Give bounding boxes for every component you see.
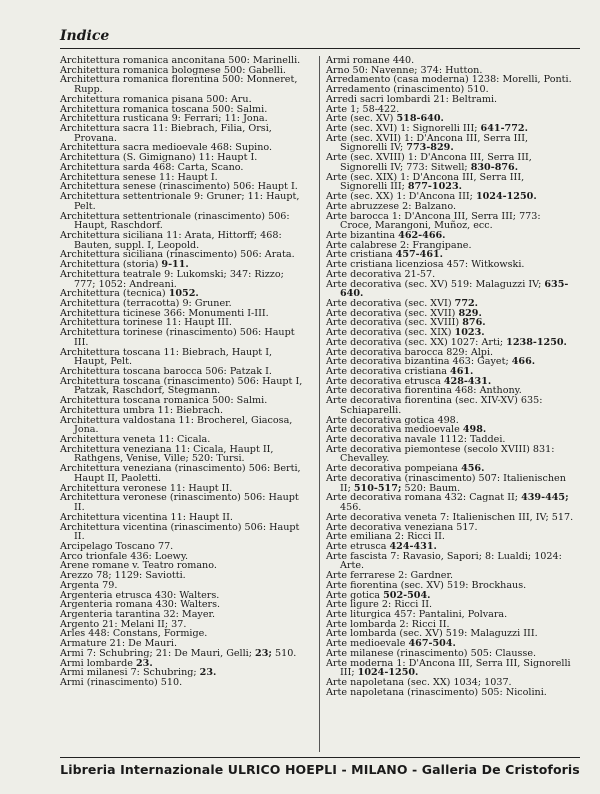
- page-title: Indice: [60, 28, 110, 44]
- entry-text: Arcipelago Toscano 77.: [60, 540, 174, 552]
- entry-text-tail: 510.: [271, 647, 297, 659]
- entry-text: Architettura veronese 11: Haupt II.: [60, 482, 233, 494]
- entry-text: Arte decorativa fiorentina 468: Anthony.: [326, 385, 522, 397]
- entry-text: Arezzo 78; 1129: Saviotti.: [60, 570, 186, 582]
- entry-text: Architettura (tecnica): [60, 288, 169, 300]
- entry-text: Arte decorativa (sec. XVIII): [326, 317, 463, 329]
- entry-page-ref: 510-517;: [353, 482, 402, 494]
- index-entry: [60, 523, 308, 542]
- entry-text: Arte decorativa etrusca: [326, 375, 444, 387]
- entry-text: Arte decorativa pompeiana: [326, 463, 462, 475]
- entry-text: Architettura romanica pisana 500: Aru.: [60, 93, 252, 105]
- entry-text: Arte decorativa (rinascimento) 507: Italienischen II;: [326, 472, 566, 494]
- index-entry: [60, 464, 308, 483]
- entry-text: Architettura vicentina (rinascimento) 506: Haupt II.: [60, 521, 300, 543]
- entry-text: Arte decorativa bizantina 463: Gayet;: [326, 356, 512, 368]
- entry-text: Architettura valdostana 11: Brocherel, Giacosa, Jona.: [60, 414, 293, 436]
- entry-text: Architettura (terracotta) 9: Gruner.: [60, 297, 232, 309]
- entry-text: Arte (sec. XVI) 1: Signorelli III;: [326, 123, 481, 135]
- entry-page-ref: 635-640.: [340, 278, 569, 300]
- entry-text: Architettura romanica toscana 500: Salmi.: [60, 103, 268, 115]
- entry-page-ref: 829.: [458, 307, 482, 319]
- entry-page-ref: 424-431.: [389, 540, 437, 552]
- entry-text: Arte medioevale: [326, 638, 409, 650]
- index-entry: [60, 231, 308, 250]
- entry-text: Architettura toscana (rinascimento) 506: Haupt I, Patzak, Raschdorf, Stegmann.: [60, 375, 303, 397]
- entry-text: Arte (sec. XX) 1: D'Ancona III;: [326, 191, 476, 203]
- entry-text: Arte fascista 7: Ravasio, Sapori; 8: Lualdi; 1024: Arte.: [326, 550, 562, 572]
- entry-page-ref: 456.: [461, 463, 485, 475]
- entry-text: Architettura teatrale 9: Lukomski; 347: Rizzo; 777; 1052: Andreani.: [60, 268, 284, 290]
- index-entry: [326, 153, 574, 172]
- entry-text: Arte moderna 1: D'Ancona III, Serra III, Signorelli III;: [326, 657, 571, 679]
- entry-text: Architettura umbra 11: Biebrach.: [60, 404, 224, 416]
- entry-page-ref: 502-504.: [383, 589, 431, 601]
- entry-text-tail: 520: Baum.: [401, 482, 461, 494]
- entry-page-ref: 439-445;: [521, 492, 569, 504]
- entry-text: Arte decorativa navale 1112: Taddei.: [326, 434, 506, 446]
- entry-text: Architettura toscana barocca 506: Patzak I.: [60, 366, 272, 377]
- index-entry: [326, 212, 574, 231]
- entry-text: Architettura veronese (rinascimento) 506: Haupt II.: [60, 492, 299, 514]
- entry-page-ref: 641-772.: [480, 123, 528, 135]
- entry-page-ref: 498.: [462, 424, 487, 436]
- entry-page-ref: 466.: [511, 356, 536, 368]
- index-entry: [60, 328, 308, 347]
- entry-text: Arredi sacri lombardi 21: Beltrami.: [326, 93, 498, 105]
- entry-text: Arte 1; 58-422.: [326, 103, 400, 115]
- entry-text: Architettura sarda 468: Carta, Scano.: [60, 161, 244, 173]
- entry-text: Arte decorativa cristiana: [326, 366, 451, 377]
- entry-text: Arte decorativa piemontese (secolo XVIII) 831: Chevalley.: [326, 443, 555, 465]
- index-entry: [326, 134, 574, 153]
- entry-page-ref: 877-1023.: [407, 181, 462, 193]
- index-entry: [60, 678, 308, 688]
- entry-page-ref: 23;: [255, 647, 272, 659]
- entry-text: Armi (rinascimento) 510.: [60, 677, 183, 688]
- entry-text: Arte cristiana licenziosa 457: Witkowski.: [326, 259, 525, 271]
- entry-text: Architettura veneziana (rinascimento) 506: Berti, Haupt II, Paoletti.: [60, 463, 301, 484]
- entry-text: Arte liturgica 457: Pantalini, Polvara.: [326, 608, 508, 620]
- entry-page-ref: 830-876.: [470, 161, 519, 173]
- entry-text: Arte fiorentina (sec. XV) 519: Brockhaus.: [326, 579, 527, 591]
- entry-page-ref: 773-829.: [406, 142, 454, 154]
- entry-text: Arte decorativa gotica 498.: [326, 414, 459, 426]
- entry-text: Arte decorativa (sec. XX) 1027: Arti;: [326, 336, 507, 348]
- entry-text: Arte lombarda 2: Ricci II.: [326, 618, 450, 630]
- entry-text: Arte calabrese 2: Frangipane.: [326, 239, 472, 251]
- entry-text: Arte (sec. XVII) 1: D'Ancona III, Serra III, Signorelli IV;: [326, 132, 529, 154]
- footer-rule: [60, 757, 580, 758]
- entry-page-ref: 461.: [450, 366, 474, 377]
- entry-text: Architettura romanica bolognese 500: Gabelli.: [60, 64, 286, 76]
- index-column-right: [326, 56, 574, 697]
- entry-text: Arredamento (rinascimento) 510.: [326, 84, 489, 96]
- entry-text: Arte decorativa (sec. XVI): [326, 297, 455, 309]
- entry-text: Armi milanesi 7: Schubring;: [60, 667, 200, 679]
- entry-text: Architettura siciliana (rinascimento) 506: Arata.: [60, 249, 295, 261]
- index-entry: [60, 270, 308, 289]
- entry-text: Arte gotica: [326, 589, 384, 601]
- entry-text: Architettura vicentina 11: Haupt II.: [60, 511, 233, 523]
- entry-text-tail: 456.: [340, 502, 362, 514]
- index-entry: [326, 688, 574, 698]
- entry-page-ref: 467-504.: [408, 638, 456, 650]
- index-entry: [326, 659, 574, 678]
- index-entry: [326, 552, 574, 571]
- entry-text: Arredamento (casa moderna) 1238: Morelli, Ponti.: [326, 74, 572, 86]
- entry-page-ref: 23.: [136, 657, 153, 669]
- entry-text: Architettura torinese 11: Haupt III.: [60, 317, 232, 329]
- entry-page-ref: 1052.: [168, 288, 199, 300]
- entry-text: Arte (sec. XVIII) 1: D'Ancona III, Serra III, Signorelli IV; 773: Sitwell;: [326, 152, 532, 173]
- entry-text: Architettura romanica anconitana 500: Marinelli.: [60, 55, 301, 66]
- entry-text: Armature 21: De Mauri.: [60, 638, 178, 650]
- entry-text: Architettura (storia): [60, 259, 162, 271]
- entry-page-ref: 1238-1250.: [506, 336, 567, 348]
- entry-text: Architettura toscana 11: Biebrach, Haupt I, Haupt, Pelt.: [60, 346, 273, 368]
- entry-page-ref: 23.: [199, 667, 217, 679]
- index-entry: [326, 493, 574, 512]
- entry-text: Arte decorativa romana 432: Cagnat II;: [326, 492, 522, 504]
- entry-text: Arte decorativa (sec. XVII): [326, 307, 459, 319]
- entry-text: Architettura rusticana 9: Ferrari; 11: Jona.: [60, 113, 268, 125]
- entry-text: Armi 7: Schubring; 21: De Mauri, Gelli;: [60, 647, 256, 659]
- entry-text: Arno 50: Navenne; 374: Hutton.: [326, 64, 483, 76]
- entry-text: Architettura romanica florentina 500: Monneret, Rupp.: [60, 74, 298, 96]
- entry-page-ref: 9-11.: [161, 259, 189, 271]
- entry-text: Arte barocca 1: D'Ancona III, Serra III; 773: Croce, Marangoni, Muñoz, ecc.: [326, 210, 541, 232]
- entry-text: Architettura senese 11: Haupt I.: [60, 171, 218, 183]
- entry-text: Arte napoletana (rinascimento) 505: Nicolini.: [326, 686, 547, 698]
- publisher-footer: Libreria Internazionale ULRICO HOEPLI - MILANO - Galleria De Cristoforis: [60, 762, 580, 777]
- entry-text: Arte lombarda (sec. XV) 519: Malaguzzi III.: [326, 628, 538, 640]
- entry-text: Armi lombarde: [60, 657, 136, 669]
- index-entry: [326, 280, 574, 299]
- entry-text: Arte napoletana (sec. XX) 1034; 1037.: [326, 677, 512, 688]
- index-entry: [326, 445, 574, 464]
- entry-text: Arte ferrarese 2: Gardner.: [326, 570, 454, 582]
- header-rule: [60, 48, 580, 49]
- entry-page-ref: 428-431.: [443, 375, 492, 387]
- entry-page-ref: 462-466.: [398, 229, 446, 241]
- entry-text: Arte bizantina: [326, 229, 399, 241]
- entry-text: Arte abruzzese 2: Balzano.: [326, 200, 456, 212]
- index-entry: [60, 212, 308, 231]
- entry-text: Argento 21: Melani II; 37.: [60, 618, 187, 630]
- entry-text: Arte decorativa medioevale: [326, 424, 463, 436]
- entry-text: Architettura torinese (rinascimento) 506: Haupt III.: [60, 327, 295, 348]
- entry-text: Argenteria etrusca 430: Walters.: [60, 589, 220, 601]
- entry-page-ref: 876.: [462, 317, 486, 329]
- index-entry: [60, 377, 308, 396]
- index-entry: [326, 173, 574, 192]
- entry-text: Architettura toscana romanica 500: Salmi.: [60, 395, 268, 407]
- index-column-left: [60, 56, 308, 688]
- entry-text: Arte decorativa barocca 829: Alpi.: [326, 346, 494, 358]
- entry-text: Argenteria romana 430: Walters.: [60, 599, 221, 611]
- index-entry: [60, 493, 308, 512]
- entry-text: Arte decorativa 21-57.: [326, 268, 436, 280]
- entry-text: Arte decorativa veneziana 517.: [326, 521, 478, 533]
- entry-text: Architettura ticinese 366: Monumenti I-III.: [60, 307, 269, 319]
- entry-text: Arte emiliana 2: Ricci II.: [326, 531, 445, 543]
- entry-text: Arte decorativa veneta 7: Italienischen III, IV; 517.: [326, 511, 574, 523]
- index-entry: [326, 396, 574, 415]
- entry-text: Arte (sec. XIX) 1: D'Ancona III, Serra III, Signorelli III;: [326, 171, 525, 193]
- entry-text: Architettura settentrionale (rinascimento) 506: Haupt, Raschdorf.: [60, 210, 290, 232]
- entry-text: Architettura settentrionale 9: Gruner; 11: Haupt, Pelt.: [60, 191, 300, 212]
- entry-text: Arco trionfale 436: Loewy.: [60, 550, 189, 562]
- index-entry: [60, 75, 308, 94]
- index-entry: [326, 474, 574, 493]
- entry-text: Architettura veneziana 11: Cicala, Haupt II, Rathgens, Venise, Ville; 520: Tursi.: [60, 443, 274, 465]
- entry-text: Arte decorativa fiorentina (sec. XIV-XV) 635: Schiaparelli.: [326, 395, 543, 416]
- index-entry: [60, 445, 308, 464]
- entry-page-ref: 1023.: [454, 327, 485, 339]
- entry-text: Arte cristiana: [326, 249, 396, 261]
- entry-text: Arte ligure 2: Ricci II.: [326, 599, 433, 611]
- entry-text: Architettura sacra 11: Biebrach, Filia, Orsi, Provana.: [60, 123, 272, 144]
- entry-page-ref: 1024-1250.: [475, 191, 537, 203]
- entry-text: Arene romane v. Teatro romano.: [60, 560, 217, 572]
- entry-text: Arte milanese (rinascimento) 505: Clausse.: [326, 647, 537, 659]
- index-entry: [60, 124, 308, 143]
- index-entry: [60, 348, 308, 367]
- entry-text: Architettura (S. Gimignano) 11: Haupt I.: [60, 152, 258, 164]
- entry-text: Argenta 79.: [60, 579, 118, 591]
- entry-text: Arte etrusca: [326, 540, 390, 552]
- entry-text: Architettura sacra medioevale 468: Supino.: [60, 142, 273, 154]
- entry-text: Arte decorativa (sec. XV) 519: Malaguzzi IV;: [326, 278, 545, 290]
- entry-text: Armi romane 440.: [326, 55, 415, 66]
- entry-text: Arte (sec. XV): [326, 113, 397, 125]
- entry-page-ref: 518-640.: [396, 113, 444, 125]
- entry-text: Argenteria tarantina 32: Mayer.: [60, 608, 216, 620]
- column-divider: [319, 56, 320, 752]
- entry-text: Architettura senese (rinascimento) 506: Haupt I.: [60, 181, 298, 193]
- index-entry: [60, 416, 308, 435]
- entry-text: Architettura veneta 11: Cicala.: [60, 434, 211, 446]
- entry-text: Arte decorativa (sec. XIX): [326, 327, 455, 339]
- entry-text: Arles 448: Constans, Formige.: [60, 628, 208, 640]
- index-entry: [60, 192, 308, 211]
- entry-text: Architettura siciliana 11: Arata, Hittorff; 468: Bauten, suppl. I, Leopold.: [60, 229, 282, 251]
- entry-page-ref: 1024-1250.: [357, 667, 419, 679]
- entry-page-ref: 457-461.: [395, 249, 444, 261]
- entry-page-ref: 772.: [454, 297, 479, 309]
